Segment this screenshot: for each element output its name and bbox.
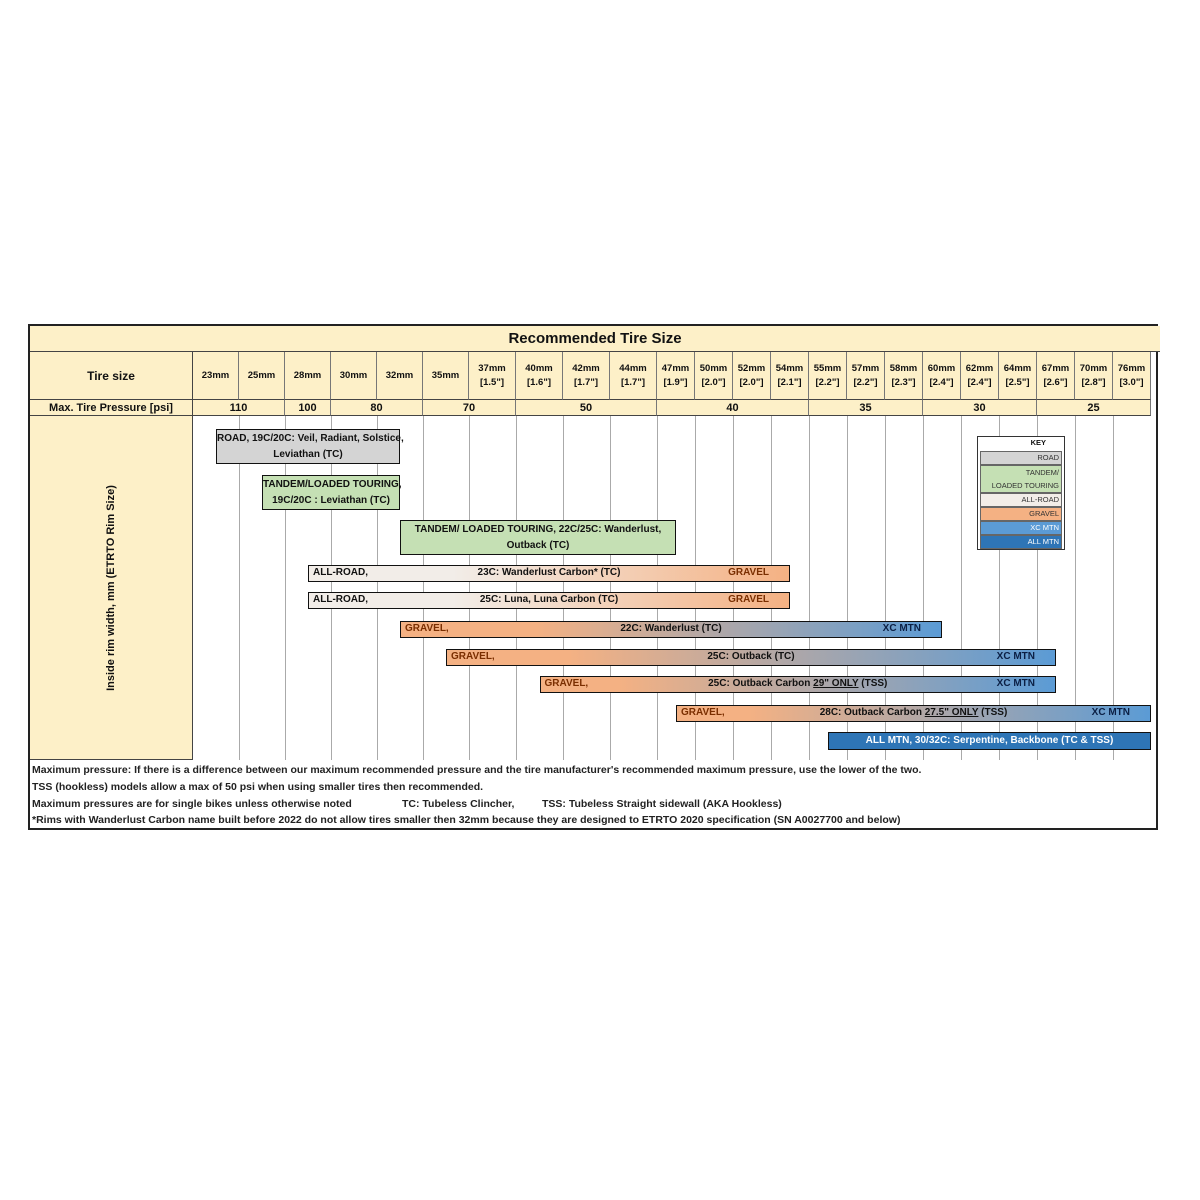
tire-size-mm: 40mm xyxy=(525,362,553,374)
grid-line xyxy=(331,416,332,760)
tire-size-inch: [1.5"] xyxy=(479,376,505,388)
rim-range-bar xyxy=(262,475,400,510)
tire-size-col-52mm xyxy=(733,352,771,400)
note-tc-definition: TC: Tubeless Clincher, xyxy=(402,797,515,810)
tire-size-col-60mm xyxy=(923,352,961,400)
legend-item: XC MTN xyxy=(980,521,1062,535)
bar-end-label: XC MTN xyxy=(996,651,1035,662)
tire-size-inch: [2.0"] xyxy=(739,376,764,388)
pressure-cell-110: 110 xyxy=(193,400,285,416)
pressure-cell-70: 70 xyxy=(423,400,516,416)
bar-start-label: GRAVEL, xyxy=(451,651,495,662)
tire-size-col-32mm xyxy=(377,352,423,400)
bar-label: ALL MTN, 30/32C: Serpentine, Backbone (TC & TSS) xyxy=(865,735,1114,746)
tire-size-col-57mm xyxy=(847,352,885,400)
grid-line xyxy=(610,416,611,760)
rim-range-bar xyxy=(216,429,404,464)
bar-end-label: XC MTN xyxy=(882,623,921,634)
bar-rim-label: 28C: Outback Carbon 27.5" ONLY (TSS) xyxy=(819,707,1008,718)
grid-line xyxy=(657,416,658,760)
tire-size-mm: 44mm xyxy=(619,362,647,374)
legend-item: ALL MTN xyxy=(980,535,1062,549)
tire-size-mm: 47mm xyxy=(661,362,690,374)
tire-size-inch: [3.0"] xyxy=(1119,376,1144,388)
bar-start-label: GRAVEL, xyxy=(405,623,449,634)
tire-size-mm: 70mm xyxy=(1079,362,1108,374)
tire-size-col-76mm xyxy=(1113,352,1151,400)
legend-item: ROAD xyxy=(980,451,1062,465)
tire-size-col-25mm xyxy=(239,352,285,400)
bar-end-label: GRAVEL xyxy=(728,567,769,578)
bar-label: ROAD, 19C/20C: Veil, Radiant, Solstice, Leviathan (TC) xyxy=(217,433,404,460)
bar-rim-label: 25C: Luna, Luna Carbon (TC) xyxy=(479,594,619,605)
pressure-row-header: Max. Tire Pressure [psi] xyxy=(30,400,193,416)
bar-rim-label: 25C: Outback (TC) xyxy=(707,651,795,662)
bar-start-label: ALL-ROAD, xyxy=(313,567,368,578)
tire-size-mm: 60mm xyxy=(927,362,956,374)
tire-size-inch: [2.2"] xyxy=(853,376,878,388)
tire-size-col-28mm xyxy=(285,352,331,400)
bar-end-label: XC MTN xyxy=(996,678,1035,689)
tire-size-col-42mm xyxy=(563,352,610,400)
rim-range-bar xyxy=(308,565,790,582)
note-single-bikes xyxy=(32,796,1158,813)
rim-range-bar xyxy=(446,649,1056,666)
tire-size-inch: [2.4"] xyxy=(967,376,992,388)
legend xyxy=(977,436,1065,550)
tire-size-mm: 23mm xyxy=(201,369,230,381)
tire-size-inch: [2.2"] xyxy=(815,376,840,388)
tire-size-mm: 58mm xyxy=(889,362,918,374)
tire-size-inch: [2.0"] xyxy=(701,376,726,388)
bar-label: TANDEM/ LOADED TOURING, 22C/25C: Wanderlust, Outback (TC) xyxy=(414,524,662,551)
bar-start-label: GRAVEL, xyxy=(544,678,589,689)
tire-size-col-50mm xyxy=(695,352,733,400)
grid-line xyxy=(469,416,470,760)
note-single-bikes-text: Maximum pressures are for single bikes unless otherwise noted xyxy=(32,797,352,810)
tire-size-inch: [1.6"] xyxy=(526,376,552,388)
note-tss-hookless: TSS (hookless) models allow a max of 50 psi when using smaller tires then recommended. xyxy=(32,780,484,793)
tire-size-mm: 62mm xyxy=(965,362,994,374)
tire-size-mm: 30mm xyxy=(339,369,368,381)
tire-size-col-44mm xyxy=(610,352,657,400)
tire-size-row-header: Tire size xyxy=(30,352,193,400)
grid-line xyxy=(285,416,286,760)
tire-size-col-70mm xyxy=(1075,352,1113,400)
tire-size-inch: [2.1"] xyxy=(777,376,802,388)
tire-size-col-64mm xyxy=(999,352,1037,400)
note-max-pressure: Maximum pressure: If there is a difference between our maximum recommended pressure and the tire manufacturer's recommended maximum pressure, use the lower of the two. xyxy=(32,764,922,776)
tire-size-mm: 55mm xyxy=(813,362,842,374)
tire-size-mm: 76mm xyxy=(1117,362,1146,374)
tire-size-inch: [1.7"] xyxy=(573,376,599,388)
pressure-cell-30: 30 xyxy=(923,400,1037,416)
legend-item: GRAVEL xyxy=(980,507,1062,521)
y-axis-label: Inside rim width, mm (ETRTO Rim Size) xyxy=(105,485,117,691)
tire-size-col-35mm xyxy=(423,352,469,400)
bar-end-label: GRAVEL xyxy=(728,594,769,605)
note-wanderlust-carbon: *Rims with Wanderlust Carbon name built before 2022 do not allow tires smaller then 32mm because they are designed to ETRTO 2020 specification (SN A0027700 and below) xyxy=(32,814,901,827)
tire-size-mm: 25mm xyxy=(247,369,276,381)
y-axis-cell xyxy=(30,416,193,760)
tire-size-chart xyxy=(28,324,1158,830)
tire-size-mm: 52mm xyxy=(737,362,766,374)
grid-line xyxy=(516,416,517,760)
tire-size-inch: [1.9"] xyxy=(663,376,688,388)
tire-size-mm: 37mm xyxy=(478,362,506,374)
tire-size-mm: 57mm xyxy=(851,362,880,374)
pressure-cell-35: 35 xyxy=(809,400,923,416)
rim-range-bar xyxy=(400,520,676,555)
tire-size-col-55mm xyxy=(809,352,847,400)
note-tss-definition: TSS: Tubeless Straight sidewall (AKA Hookless) xyxy=(542,797,782,810)
tire-size-inch: [2.4"] xyxy=(929,376,954,388)
bar-end-label: XC MTN xyxy=(1091,707,1130,718)
legend-title: KEY xyxy=(1030,438,1046,447)
tire-size-inch: [2.6"] xyxy=(1043,376,1068,388)
tire-size-col-37mm xyxy=(469,352,516,400)
tire-size-mm: 35mm xyxy=(431,369,460,381)
rim-range-bar xyxy=(540,676,1057,693)
rim-range-bar xyxy=(308,592,790,609)
pressure-cell-100: 100 xyxy=(285,400,331,416)
tire-size-col-67mm xyxy=(1037,352,1075,400)
tire-size-mm: 67mm xyxy=(1041,362,1070,374)
tire-size-col-47mm xyxy=(657,352,695,400)
grid-line xyxy=(563,416,564,760)
bar-start-label: GRAVEL, xyxy=(681,707,725,718)
tire-size-col-30mm xyxy=(331,352,377,400)
tire-size-inch: [2.3"] xyxy=(891,376,916,388)
pressure-cell-50: 50 xyxy=(516,400,657,416)
grid-line xyxy=(239,416,240,760)
pressure-cell-40: 40 xyxy=(657,400,809,416)
grid-line xyxy=(377,416,378,760)
tire-size-col-58mm xyxy=(885,352,923,400)
tire-size-inch: [2.8"] xyxy=(1081,376,1106,388)
bar-rim-label: 25C: Outback Carbon 29" ONLY (TSS) xyxy=(708,678,888,689)
tire-size-mm: 64mm xyxy=(1003,362,1032,374)
legend-item: TANDEM/ LOADED TOURING xyxy=(980,465,1062,493)
rim-range-bar xyxy=(676,705,1151,722)
tire-size-inch: [2.5"] xyxy=(1005,376,1030,388)
tire-size-mm: 42mm xyxy=(572,362,600,374)
bar-start-label: ALL-ROAD, xyxy=(313,594,368,605)
tire-size-col-40mm xyxy=(516,352,563,400)
chart-title: Recommended Tire Size xyxy=(30,326,1160,352)
tire-size-mm: 54mm xyxy=(775,362,804,374)
tire-size-col-62mm xyxy=(961,352,999,400)
tire-size-inch: [1.7"] xyxy=(620,376,646,388)
pressure-cell-25: 25 xyxy=(1037,400,1151,416)
bar-rim-label: 22C: Wanderlust (TC) xyxy=(620,623,722,634)
grid-line xyxy=(423,416,424,760)
bar-rim-label: 23C: Wanderlust Carbon* (TC) xyxy=(477,567,621,578)
tire-size-col-54mm xyxy=(771,352,809,400)
legend-item: ALL-ROAD xyxy=(980,493,1062,507)
pressure-cell-80: 80 xyxy=(331,400,423,416)
bar-label: TANDEM/LOADED TOURING, 19C/20C : Leviathan (TC) xyxy=(263,479,402,506)
tire-size-mm: 50mm xyxy=(699,362,728,374)
tire-size-col-23mm xyxy=(193,352,239,400)
footnotes xyxy=(30,762,1158,829)
rim-range-bar xyxy=(828,732,1151,750)
tire-size-mm: 32mm xyxy=(385,369,414,381)
tire-size-mm: 28mm xyxy=(293,369,322,381)
rim-range-bar xyxy=(400,621,942,638)
